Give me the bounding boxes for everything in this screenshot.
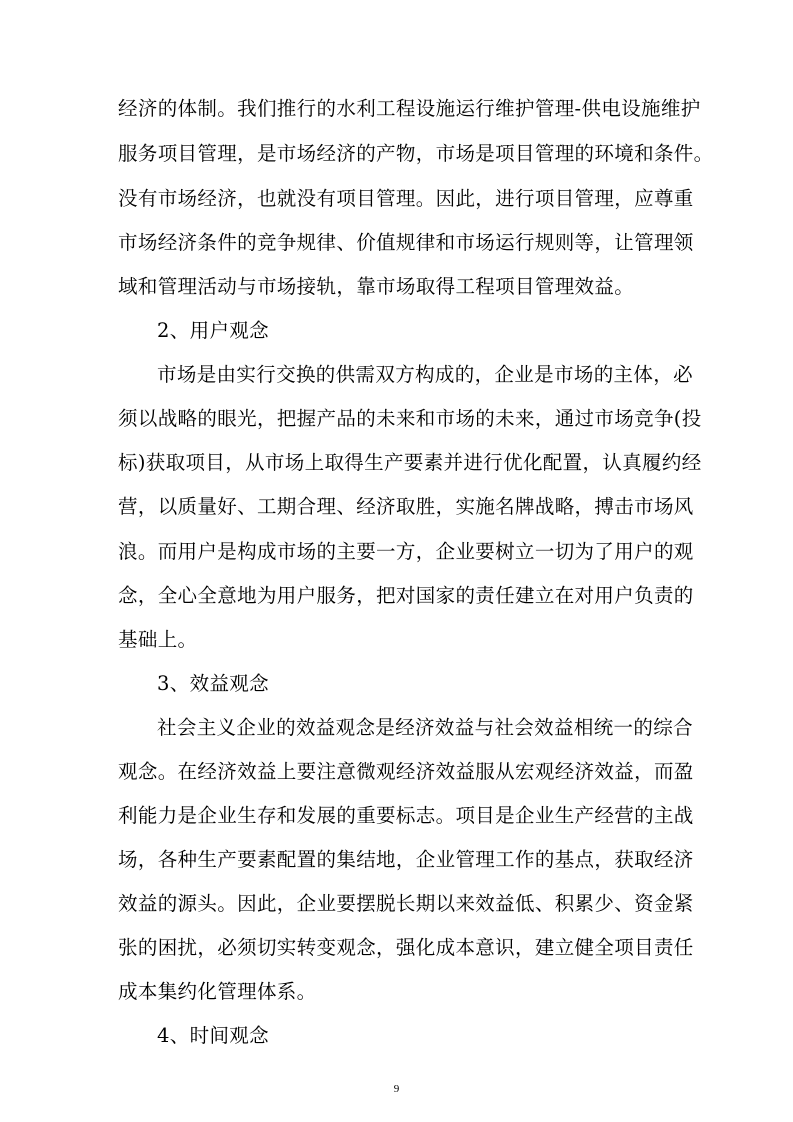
section-heading-time-concept: 4、时间观念 [157,1024,270,1047]
text-line: 营，以质量好、工期合理、经济取胜，实施名牌战略，搏击市场风 [118,495,694,518]
text-line: 效益的源头。因此，企业要摆脱长期以来效益低、积累少、资金紧 [118,892,694,915]
text-line: 观念。在经济效益上要注意微观经济效益服从宏观经济效益，而盈 [118,760,694,783]
section-heading-benefit-concept: 3、效益观念 [157,672,270,695]
text-line: 市场经济条件的竞争规律、价值规律和市场运行规则等，让管理领 [118,231,694,254]
text-line: 经济的体制。我们推行的水利工程设施运行维护管理-供电设施维护 [118,97,701,120]
page-number: 9 [393,1083,400,1095]
text-line: 没有市场经济，也就没有项目管理。因此，进行项目管理，应尊重 [118,187,694,210]
section-heading-user-concept: 2、用户观念 [157,319,270,342]
text-line: 成本集约化管理体系。 [118,980,317,1003]
text-line: 须以战略的眼光，把握产品的未来和市场的未来，通过市场竞争(投 [118,407,702,430]
text-line: 标)获取项目，从市场上取得生产要素并进行优化配置，认真履约经 [118,451,702,474]
text-line: 服务项目管理，是市场经济的产物，市场是项目管理的环境和条件。 [118,142,714,165]
text-line: 域和管理活动与市场接轨，靠市场取得工程项目管理效益。 [118,275,635,298]
text-line: 社会主义企业的效益观念是经济效益与社会效益相统一的综合 [157,716,693,739]
text-line: 浪。而用户是构成市场的主要一方，企业要树立一切为了用户的观 [118,540,694,563]
text-line: 利能力是企业生存和发展的重要标志。项目是企业生产经营的主战 [118,804,694,827]
text-line: 念，全心全意地为用户服务，把对国家的责任建立在对用户负责的 [118,584,694,607]
text-line: 市场是由实行交换的供需双方构成的，企业是市场的主体，必 [157,363,693,386]
text-line: 场，各种生产要素配置的集结地，企业管理工作的基点，获取经济 [118,848,694,871]
text-line: 张的困扰，必须切实转变观念，强化成本意识，建立健全项目责任 [118,936,694,959]
text-line: 基础上。 [118,628,198,651]
